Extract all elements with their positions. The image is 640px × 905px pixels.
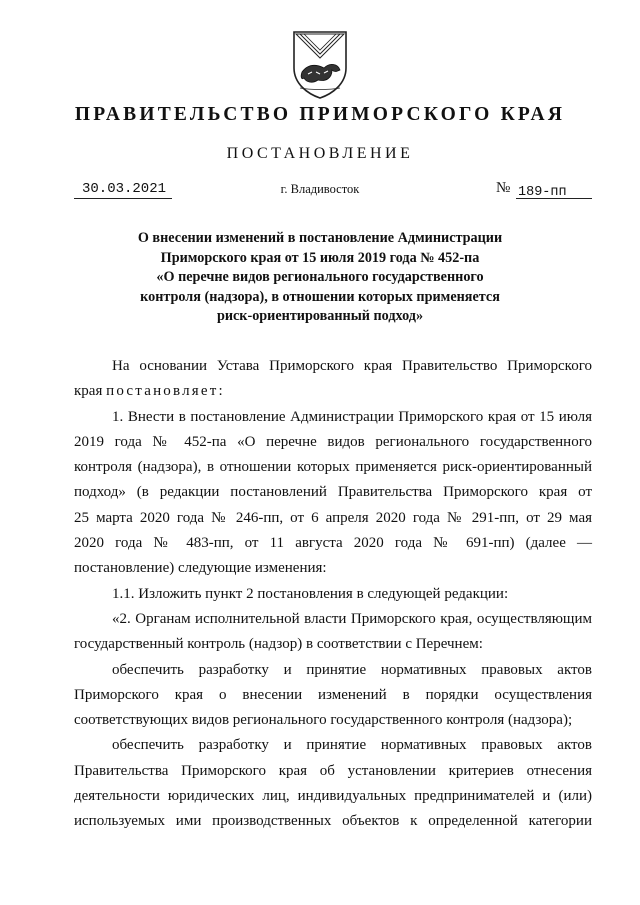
document-type: ПОСТАНОВЛЕНИЕ <box>226 145 414 162</box>
body-line: 1.1. Изложить пункт 2 постановления в следующей редакции: <box>112 585 509 602</box>
body-text: края <box>74 383 107 400</box>
number-underline <box>516 198 592 199</box>
decree-keyword: постановляет: <box>106 383 225 400</box>
document-number: 189-пп <box>518 185 567 200</box>
body-line: 2019 года № 452-па «О перечне видов регионального государственного <box>74 433 592 450</box>
body-line: деятельности юридических лиц, индивидуальных предпринимателей и (или) <box>74 788 592 805</box>
body-line: постановление) следующие изменения: <box>74 560 327 577</box>
body-line: обеспечить разработку и принятие нормативных правовых актов <box>112 737 592 754</box>
document-body <box>74 354 592 835</box>
document-date: 30.03.2021 <box>81 181 166 197</box>
body-line <box>74 379 592 404</box>
body-line: «2. Органам исполнительной власти Приморского края, осуществляющим <box>112 610 592 627</box>
document-subject <box>120 229 520 327</box>
subject-line: «О перечне видов регионального государственного <box>156 269 484 285</box>
subject-line: риск-ориентированный подход» <box>216 308 424 324</box>
date-underline <box>74 198 172 199</box>
subject-line: О внесении изменений в постановление Администрации <box>137 230 503 246</box>
body-line: Правительства Приморского края об установлении критериев отнесения <box>74 762 592 779</box>
body-line: используемых ими производственных объектов к определенной категории <box>74 813 592 830</box>
subject-line: контроля (надзора), в отношении которых применяется <box>140 288 500 305</box>
document-city: г. Владивосток <box>280 182 360 196</box>
body-line: государственный контроль (надзор) в соответствии с Перечнем: <box>74 636 483 653</box>
subject-line: Приморского края от 15 июля 2019 года № 452-па <box>160 249 480 266</box>
body-line: 2020 года № 483-пп, от 11 августа 2020 года № 691-пп) (далее — <box>74 535 592 552</box>
body-line: 25 марта 2020 года № 246-пп, от 6 апреля 2020 года № 291-пп, от 29 мая <box>74 509 592 526</box>
body-line: соответствующих видов регионального государственного контроля (надзора); <box>74 712 573 729</box>
body-line: подход» (в редакции постановлений Правительства Приморского края от <box>74 484 592 501</box>
number-sign: № <box>496 180 511 196</box>
government-title: ПРАВИТЕЛЬСТВО ПРИМОРСКОГО КРАЯ <box>74 104 566 125</box>
body-line: контроля (надзора), в отношении которых применяется риск-ориентированный <box>74 459 592 476</box>
body-line: обеспечить разработку и принятие нормативных правовых актов <box>112 661 592 678</box>
body-line: Приморского края о внесении изменений в порядки осуществления <box>74 686 592 703</box>
body-line: 1. Внести в постановление Администрации Приморского края от 15 июля <box>112 408 592 425</box>
primorsky-coat-of-arms-icon <box>286 28 354 100</box>
body-line: На основании Устава Приморского края Правительство Приморского <box>112 358 592 374</box>
